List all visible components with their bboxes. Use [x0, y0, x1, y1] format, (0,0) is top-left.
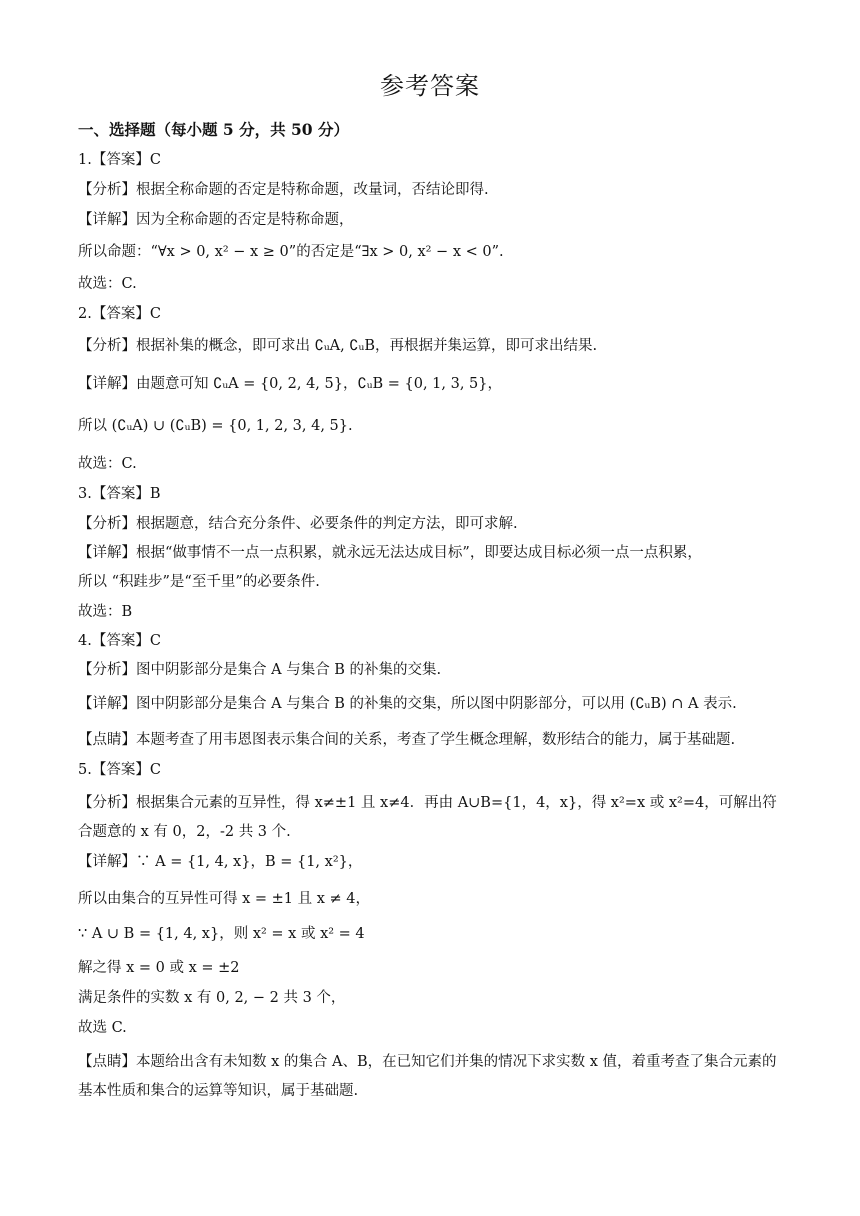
q5-detail-distinct: 所以由集合的互异性可得 x = ±1 且 x ≠ 4，	[78, 891, 371, 907]
q5-comment: 【点睛】本题给出含有未知数 x 的集合 A、B，在已知它们并集的情况下求实数 x 值，着重考查了集合元素的基本性质和集合的运算等知识，属于基础题.	[78, 1054, 777, 1099]
q5-solve: 解之得 x = 0 或 x = ±2	[78, 960, 240, 976]
q1-choice: 故选：C.	[78, 276, 137, 292]
page-title: 参考答案	[380, 72, 480, 100]
q3-detail-cont: 所以 “积跬步”是“至千里”的必要条件.	[78, 574, 320, 590]
q5-detail: 【详解】∵ A = {1, 4, x}，B = {1, x²}，	[78, 854, 363, 870]
q1-detail: 【详解】因为全称命题的否定是特称命题，	[78, 212, 354, 228]
q4-analysis: 【分析】图中阴影部分是集合 A 与集合 B 的补集的交集.	[78, 662, 442, 678]
q5-answer: 5.【答案】C	[78, 762, 161, 778]
q2-answer: 2.【答案】C	[78, 306, 161, 322]
q5-choice: 故选 C.	[78, 1020, 127, 1036]
q4-comment: 【点睛】本题考查了用韦恩图表示集合间的关系，考查了学生概念理解，数形结合的能力，属于基础题.	[78, 732, 736, 748]
q3-detail: 【详解】根据“做事情不一点一点积累，就永远无法达成目标”，即要达成目标必须一点一点积累，	[78, 545, 702, 561]
q4-answer: 4.【答案】C	[78, 633, 161, 649]
q1-analysis: 【分析】根据全称命题的否定是特称命题，改量词，否结论即得.	[78, 182, 489, 198]
q5-analysis: 【分析】根据集合元素的互异性，得 x≠±1 且 x≠4．再由 A∪B={1，4，x}，得 x²=x 或 x²=4，可解出符合题意的 x 有 0，2，-2 共 3 个.	[78, 795, 777, 840]
q1-detail-math: 所以命题：“∀x > 0, x² − x ≥ 0”的否定是“∃x > 0, x² − x < 0”.	[78, 244, 504, 260]
q2-analysis: 【分析】根据补集的概念，即可求出 ∁ᵤA, ∁ᵤB，再根据并集运算，即可求出结果.	[78, 338, 598, 354]
q1-answer: 1.【答案】C	[78, 152, 161, 168]
q2-detail: 【详解】由题意可知 ∁ᵤA = {0, 2, 4, 5}，∁ᵤB = {0, 1, 3, 5}，	[78, 376, 503, 392]
q5-detail-union: ∵ A ∪ B = {1, 4, x}，则 x² = x 或 x² = 4	[78, 926, 365, 942]
q3-choice: 故选：B	[78, 604, 133, 620]
q3-answer: 3.【答案】B	[78, 486, 161, 502]
q3-analysis: 【分析】根据题意，结合充分条件、必要条件的判定方法，即可求解.	[78, 516, 518, 532]
q4-detail: 【详解】图中阴影部分是集合 A 与集合 B 的补集的交集，所以图中阴影部分，可以用 (∁ᵤB) ∩ A 表示.	[78, 696, 737, 712]
q5-count: 满足条件的实数 x 有 0, 2, − 2 共 3 个，	[78, 990, 346, 1006]
q2-detail-union: 所以 (∁ᵤA) ∪ (∁ᵤB) = {0, 1, 2, 3, 4, 5}.	[78, 418, 353, 434]
section-heading: 一、选择题（每小题 5 分，共 50 分）	[78, 120, 349, 139]
q2-choice: 故选：C.	[78, 456, 137, 472]
